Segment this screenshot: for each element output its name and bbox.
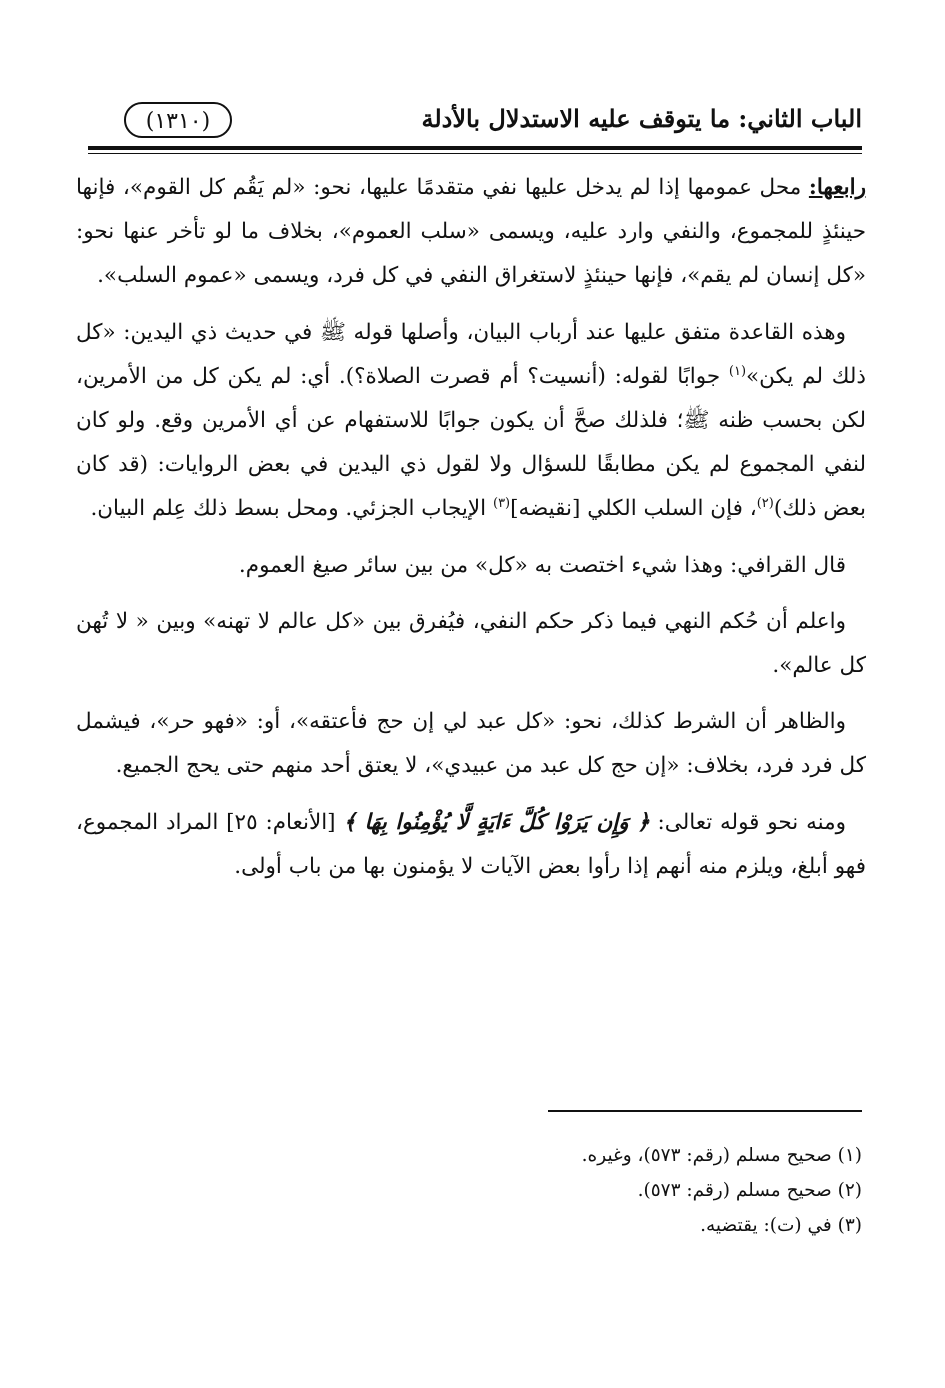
paragraph-1 bbox=[76, 166, 866, 299]
footnote-ref-2[interactable]: (٢) bbox=[756, 496, 774, 512]
paragraph-6-part-a: ومنه نحو قوله تعالى: bbox=[649, 809, 846, 835]
footnotes bbox=[262, 1138, 862, 1243]
paragraph-2-part-c: ، فإن السلب الكلي [نقيضه] bbox=[510, 496, 757, 522]
footnote-separator bbox=[548, 1110, 862, 1112]
paragraph-1-text: محل عمومها إذا لم يدخل عليها نفي متقدمًا عليها، نحو: «لم يَقُم كل القوم»، فإنها حينئذٍ للمجموع، والنفي وارد عليه، ويسمى «سلب العموم»، بخلاف ما لو تأخر عنها نحو: «كل إنسان لم يقم»، فإنها حينئذٍ لاستغراق النفي في كل فرد، ويسمى «عموم السلب». bbox=[76, 175, 866, 289]
header-rule-thick bbox=[88, 146, 862, 150]
running-title: الباب الثاني: ما يتوقف عليه الاستدلال بالأدلة bbox=[421, 104, 862, 133]
footnote-1: (١) صحيح مسلم (رقم: ٥٧٣)، وغيره. bbox=[581, 1145, 862, 1166]
quran-verse: ﴿ وَإِن يَرَوْا كُلَّ ءَايَةٍ لَّا يُؤْمِنُوا بِهَا ﴾ bbox=[343, 809, 650, 835]
footnote-2: (٢) صحيح مسلم (رقم: ٥٧٣). bbox=[637, 1180, 862, 1201]
paragraph-1-lead: رابعها: bbox=[808, 175, 866, 200]
paragraph-5: والظاهر أن الشرط كذلك، نحو: «كل عبد لي إن حج فأعتقه»، أو: «فهو حر»، فيشمل كل فرد فرد، بخلاف: «إن حج كل عبد من عبيدي»، لا يعتق أحد منهم حتى يحج الجميع. bbox=[76, 709, 866, 779]
paragraph-3: قال القرافي: وهذا شيء اختصت به «كل» من بين سائر صيغ العموم. bbox=[238, 552, 846, 578]
footnote-ref-3[interactable]: (٣) bbox=[492, 496, 511, 512]
footnote-3: (٣) في (ت): يقتضيه. bbox=[700, 1215, 862, 1236]
paragraph-6-part-b: [الأنعام: ٢٥] المراد المجموع، فهو أبلغ، ويلزم منه أنهم إذا رأوا بعض الآيات لا يؤمنون بها من باب أولى. bbox=[76, 809, 866, 879]
paragraph-6 bbox=[76, 801, 866, 889]
footnote-ref-1[interactable]: (١) bbox=[728, 363, 747, 379]
paragraph-2-part-a: وهذه القاعدة متفق عليها عند أرباب البيان، وأصلها قوله ﷺ في حديث ذي اليدين: «كل ذلك لم يكن» bbox=[76, 319, 866, 389]
page-header bbox=[88, 98, 862, 148]
page-number: (١٣١٠) bbox=[124, 102, 232, 138]
paragraph-2-part-b: جوابًا لقوله: (أنسيت؟ أم قصرت الصلاة؟). أي: لم يكن كل من الأمرين، لكن بحسب ظنه ﷺ؛ فلذلك صحَّ أن يكون جوابًا للاستفهام عن أي الأمرين وقع. ولو كان لنفي المجموع لم يكن مطابقًا للسؤال ولا لقول ذي اليدين في بعض الروايات: (قد كان بعض ذلك) bbox=[76, 363, 866, 522]
paragraph-2-part-d: الإيجاب الجزئي. ومحل بسط ذلك عِلم البيان. bbox=[90, 496, 493, 522]
paragraph-4: واعلم أن حُكم النهي فيما ذكر حكم النفي، فيُفرق بين «كل عالم لا تهنه» وبين « لا تُهن كل عالم». bbox=[76, 608, 866, 679]
paragraph-2 bbox=[76, 311, 866, 532]
header-rule-thin bbox=[88, 153, 862, 154]
main-text bbox=[76, 166, 866, 901]
